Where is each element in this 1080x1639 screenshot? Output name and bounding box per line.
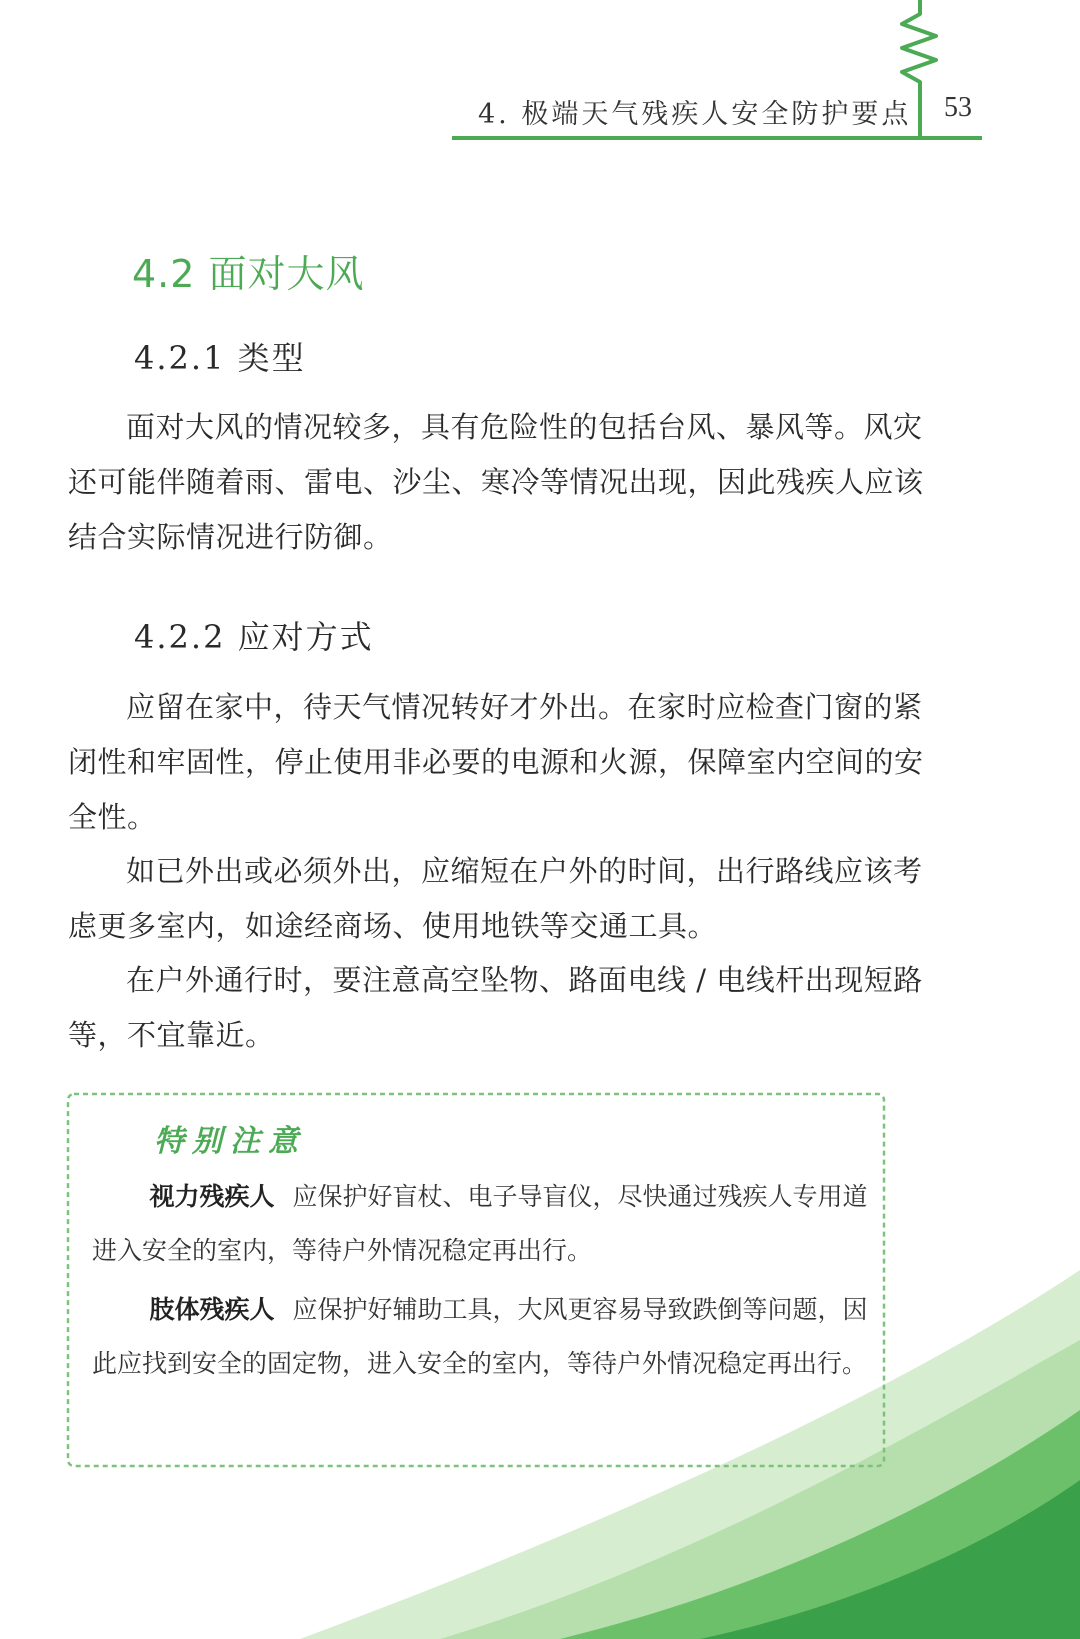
notice-item-label: 肢体残疾人 bbox=[149, 1295, 275, 1324]
notice-title: 特别注意 bbox=[154, 1124, 306, 1159]
paragraph: 应留在家中，待天气情况转好才外出。在家时应检查门窗的紧闭性和牢固性，停止使用非必要的电源和火源，保障室内空间的安全性。 bbox=[68, 690, 924, 834]
page-number: 53 bbox=[944, 92, 972, 123]
zigzag-ornament bbox=[890, 0, 950, 90]
notice-item bbox=[92, 1283, 892, 1391]
section-title: 4.2 面对大风 bbox=[132, 252, 365, 296]
paragraph: 面对大风的情况较多，具有危险性的包括台风、暴风等。风灾还可能伴随着雨、雷电、沙尘、寒冷等情况出现，因此残疾人应该结合实际情况进行防御。 bbox=[68, 410, 924, 554]
subsection-title-response: 4.2.2 应对方式 bbox=[134, 618, 374, 656]
subsection-title-types: 4.2.1 类型 bbox=[134, 339, 306, 377]
header-rule bbox=[452, 136, 982, 140]
notice-item bbox=[92, 1170, 892, 1278]
notice-item-text: 应保护好盲杖、电子导盲仪，尽快通过残疾人专用道进入安全的室内，等待户外情况稳定再出行。 bbox=[92, 1182, 868, 1265]
notice-item-label: 视力残疾人 bbox=[149, 1182, 275, 1211]
paragraph: 如已外出或必须外出，应缩短在户外的时间，出行路线应该考虑更多室内，如途经商场、使用地铁等交通工具。 bbox=[68, 854, 923, 943]
paragraph: 在户外通行时，要注意高空坠物、路面电线 / 电线杆出现短路等，不宜靠近。 bbox=[68, 963, 923, 1052]
chapter-title: 4. 极端天气残疾人安全防护要点 bbox=[478, 99, 912, 130]
header-vertical-rule bbox=[918, 84, 922, 138]
notice-item-text: 应保护好辅助工具，大风更容易导致跌倒等问题，因此应找到安全的固定物，进入安全的室内，等待户外情况稳定再出行。 bbox=[92, 1295, 868, 1378]
